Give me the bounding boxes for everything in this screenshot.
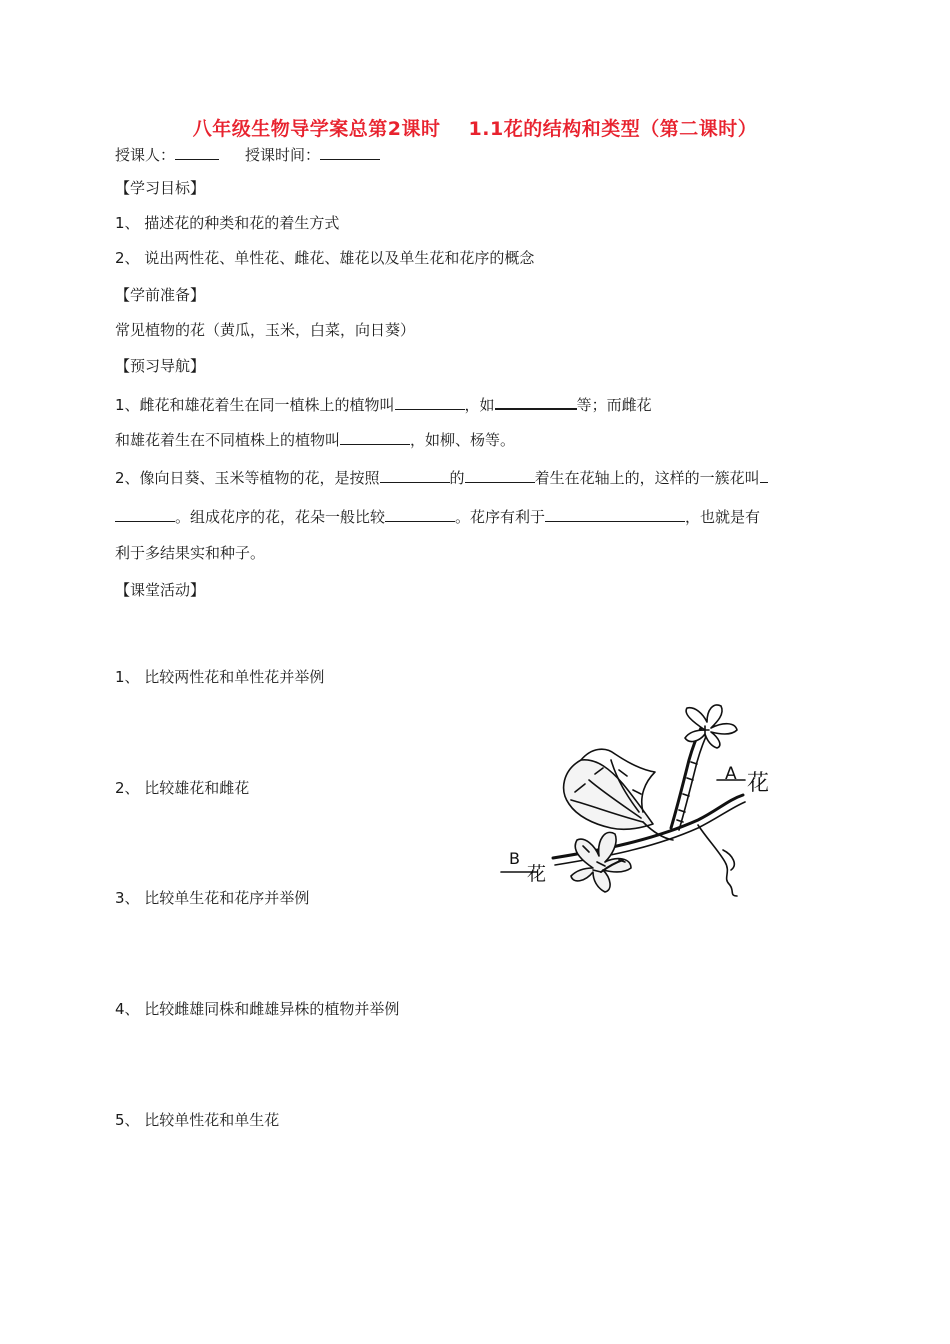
- preview-text: 2、像向日葵、玉米等植物的花，是按照: [115, 469, 380, 487]
- figure-label-a: A: [725, 764, 737, 784]
- preview-question-2-line-1: [115, 466, 768, 488]
- preview-text: 1、雌花和雄花着生在同一植株上的植物叫: [115, 396, 395, 414]
- teacher-blank: [175, 143, 219, 160]
- activity-item: 2、 比较雄花和雌花: [115, 779, 250, 797]
- answer-blank: [115, 505, 175, 522]
- answer-blank: [380, 466, 450, 483]
- answer-blank: [495, 392, 577, 410]
- cucumber-plant-illustration: [493, 700, 783, 915]
- activity-item: 3、 比较单生花和花序并举例: [115, 889, 310, 907]
- answer-blank: [760, 466, 768, 483]
- answer-blank: [395, 393, 465, 410]
- activity-item: 5、 比较单性花和单生花: [115, 1111, 280, 1129]
- section-objectives: 【学习目标】: [115, 179, 206, 197]
- time-blank: [320, 143, 380, 160]
- preview-text: 。花序有利于: [455, 508, 546, 526]
- title-topic: 1.1花的结构和类型（第二课时）: [468, 118, 758, 140]
- preview-question-2-line-3: 利于多结果实和种子。: [115, 544, 266, 562]
- page-title: [0, 114, 950, 141]
- activity-item: 4、 比较雌雄同株和雌雄异株的植物并举例: [115, 1000, 400, 1018]
- time-label: 授课时间：: [245, 146, 321, 164]
- answer-blank: [340, 428, 410, 445]
- title-lesson: 八年级生物导学案总第2课时: [192, 118, 441, 140]
- answer-blank: [465, 466, 535, 483]
- preview-question-1-line-1: [115, 392, 652, 415]
- section-preparation: 【学前准备】: [115, 286, 206, 304]
- preview-text: 。组成花序的花，花朵一般比较: [175, 508, 386, 526]
- objective-item: 2、 说出两性花、单性花、雌花、雄花以及单生花和花序的概念: [115, 249, 535, 267]
- cucumber-flower-figure: [493, 700, 783, 915]
- section-preview: 【预习导航】: [115, 357, 206, 375]
- section-class-activity: 【课堂活动】: [115, 581, 206, 599]
- figure-flower-char-a: 花: [747, 771, 770, 796]
- figure-flower-char-b: 花: [527, 863, 547, 885]
- preview-text: 等；而雌花: [576, 396, 652, 414]
- preview-text: ，如: [464, 396, 495, 414]
- preview-text: ，如柳、杨等。: [410, 431, 516, 449]
- preview-question-2-line-2: [115, 505, 760, 527]
- activity-item: 1、 比较两性花和单性花并举例: [115, 668, 325, 686]
- preparation-text: 常见植物的花（黄瓜，玉米，白菜，向日葵）: [115, 321, 416, 339]
- preview-text: 着生在花轴上的，这样的一簇花叫: [534, 469, 760, 487]
- answer-blank: [385, 505, 455, 522]
- teacher-label: 授课人：: [115, 146, 176, 164]
- preview-text: 和雄花着生在不同植株上的植物叫: [115, 431, 341, 449]
- preview-question-1-line-2: [115, 428, 515, 450]
- answer-blank: [545, 505, 685, 522]
- preview-text: 的: [449, 469, 465, 487]
- objective-item: 1、 描述花的种类和花的着生方式: [115, 214, 340, 232]
- preview-text: ，也就是有: [685, 508, 761, 526]
- figure-label-b: B: [509, 849, 520, 868]
- meta-row: [115, 143, 380, 165]
